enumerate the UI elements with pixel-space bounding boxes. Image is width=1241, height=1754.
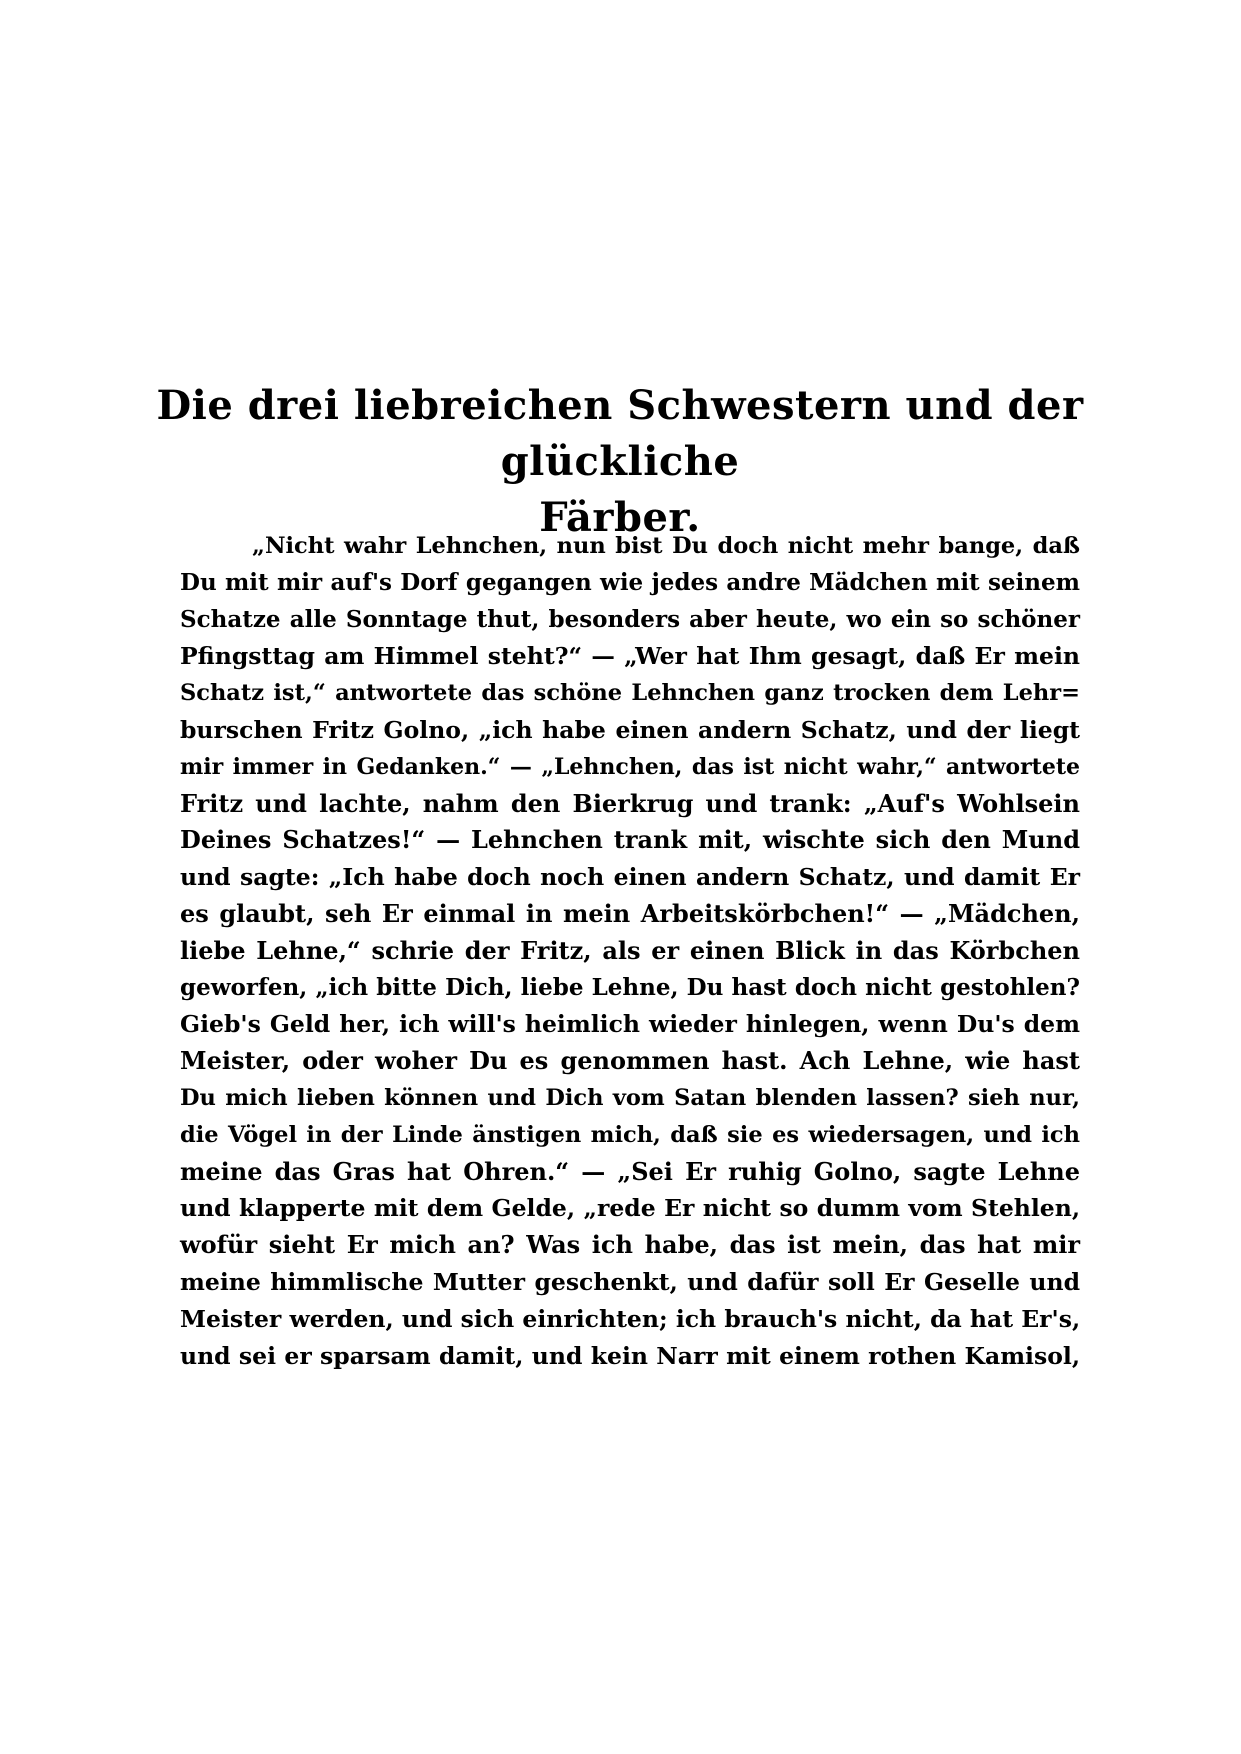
text-line: Du mit mir auf's Dorf gegangen wie jedes andre Mädchen mit seinem (180, 568, 1080, 596)
text-line: wofür sieht Er mich an? Was ich habe, das ist mein, das hat mir (180, 1230, 1080, 1260)
text-line: und klapperte mit dem Gelde, „rede Er nicht so dumm vom Stehlen, (180, 1194, 1080, 1223)
text-line: burschen Fritz Golno, „ich habe einen andern Schatz, und der liegt (180, 715, 1080, 744)
text-line: Meister werden, und sich einrichten; ich brauch's nicht, da hat Er's, (180, 1304, 1081, 1333)
text-line: und sagte: „Ich habe doch noch einen andern Schatz, und damit Er (180, 863, 1080, 892)
text-line: Fritz und lachte, nahm den Bierkrug und trank: „Auf's Wohlsein (180, 788, 1080, 818)
title-line-1: Die drei liebreichen Schwestern und der glückliche (156, 382, 1084, 485)
text-line: Du mich lieben können und Dich vom Satan blenden lassen? sieh nur, (180, 1084, 1080, 1111)
title-line-2: Färber. (539, 494, 701, 541)
document-title (150, 378, 1090, 546)
text-line: und sei er sparsam damit, und kein Narr mit einem rothen Kamisol, (180, 1341, 1080, 1370)
text-line: Schatze alle Sonntage thut, besonders aber heute, wo ein so schöner (180, 605, 1080, 633)
text-line: „Nicht wahr Lehnchen, nun bist Du doch nicht mehr bange, daß (252, 533, 1080, 559)
text-line: Meister, oder woher Du es genommen hast. Ach Lehne, wie hast (180, 1046, 1080, 1076)
text-line: Deines Schatzes!“ — Lehnchen trank mit, wischte sich den Mund (180, 825, 1080, 855)
text-line: meine das Gras hat Ohren.“ — „Sei Er ruhig Golno, sagte Lehne (180, 1156, 1080, 1186)
text-line: geworfen, „ich bitte Dich, liebe Lehne, Du hast doch nicht gestohlen? (180, 973, 1080, 1001)
text-line: Schatz ist,“ antwortete das schöne Lehnchen ganz trocken dem Lehr= (180, 680, 1080, 707)
text-line: Pfingsttag am Himmel steht?“ — „Wer hat Ihm gesagt, daß Er mein (180, 642, 1080, 671)
text-line: es glaubt, seh Er einmal in mein Arbeitskörbchen!“ — „Mädchen, (180, 898, 1080, 928)
body-text (180, 528, 1080, 1374)
text-line: Gieb's Geld her, ich will's heimlich wieder hinlegen, wenn Du's dem (180, 1010, 1080, 1039)
text-line: meine himmlische Mutter geschenkt, und dafür soll Er Geselle und (180, 1267, 1080, 1296)
text-line: mir immer in Gedanken.“ — „Lehnchen, das ist nicht wahr,“ antwortete (180, 753, 1080, 780)
text-line: liebe Lehne,“ schrie der Fritz, als er einen Blick in das Körbchen (180, 935, 1080, 965)
text-line: die Vögel in der Linde änstigen mich, daß sie es wiedersagen, und ich (180, 1121, 1080, 1148)
